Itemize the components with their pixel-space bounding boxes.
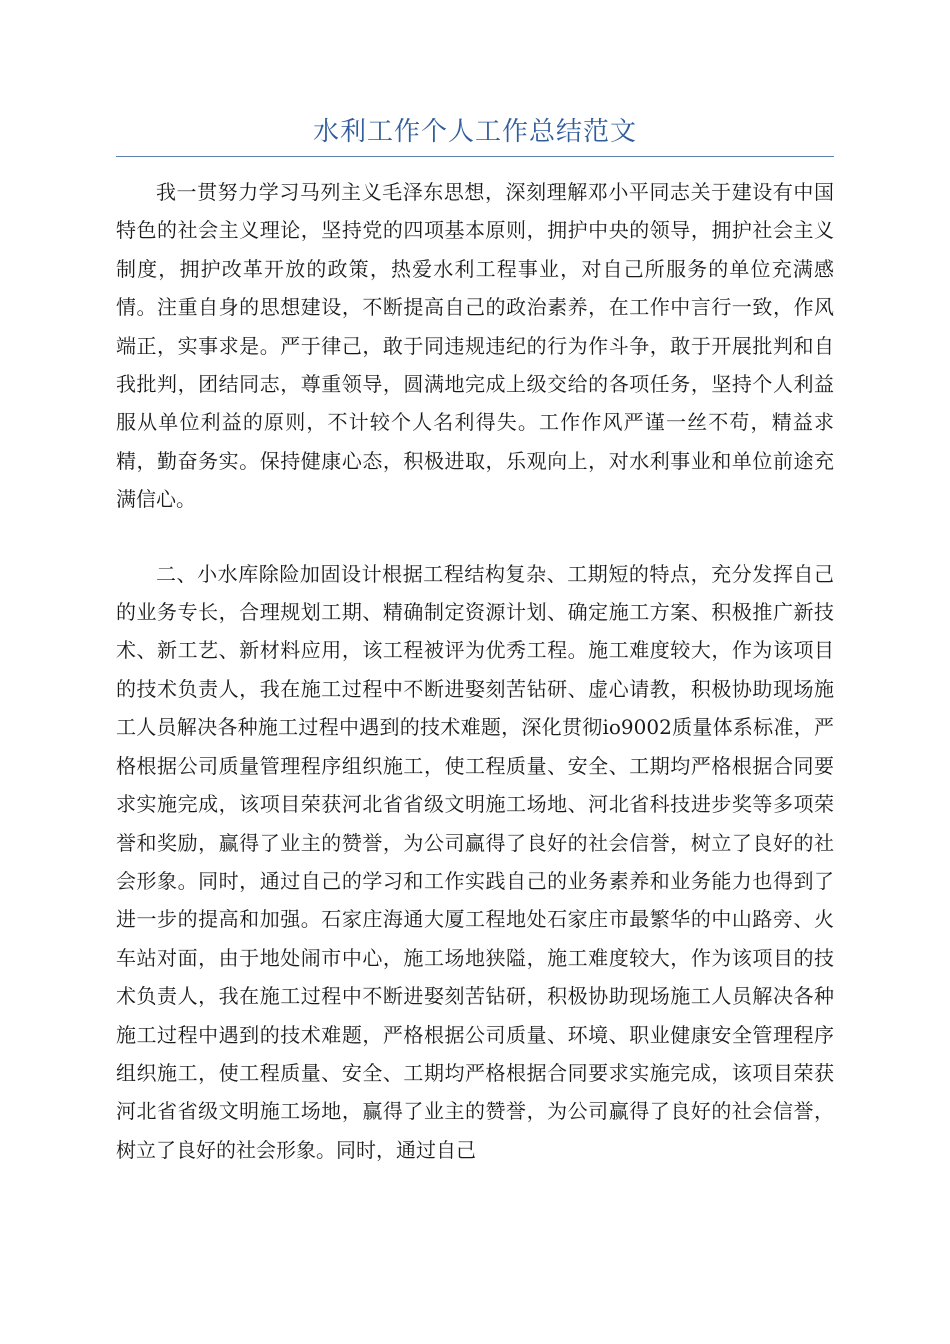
paragraph-1: 我一贯努力学习马列主义毛泽东思想，深刻理解邓小平同志关于建设有中国特色的社会主义理论，坚持党的四项基本原则，拥护中央的领导，拥护社会主义制度，拥护改革开放的政策，热爱水利工程事业，对自己所服务的单位充满感情。注重自身的思想建设，不断提高自己的政治素养，在工作中言行一致，作风端正，实事求是。严于律己，敢于同违规违纪的行为作斗争，敢于开展批判和自我批判，团结同志，尊重领导，圆满地完成上级交给的各项任务，坚持个人利益服从单位利益的原则，不计较个人名利得失。工作作风严谨一丝不苟，精益求精，勤奋务实。保持健康心态，积极进取，乐观向上，对水利事业和单位前途充满信心。 xyxy=(116,180,834,512)
page-title: 水利工作个人工作总结范文 xyxy=(312,117,637,147)
paragraph-2: 二、小水库除险加固设计根据工程结构复杂、工期短的特点，充分发挥自己的业务专长，合理规划工期、精确制定资源计划、确定施工方案、积极推广新技术、新工艺、新材料应用，该工程被评为优秀工程。施工难度较大，作为该项目的技术负责人，我在施工过程中不断进娶刻苦钻研、虚心请教，积极协助现场施工人员解决各种施工过程中遇到的技术难题，深化贯彻io9002质量体系标准，严格根据公司质量管理程序组织施工，使工程质量、安全、工期均严格根据合同要求实施完成，该项目荣获河北省省级文明施工场地、河北省科技进步奖等多项荣誉和奖励，赢得了业主的赞誉，为公司赢得了良好的社会信誉，树立了良好的社会形象。同时，通过自己的学习和工作实践自己的业务素养和业务能力也得到了进一步的提高和加强。石家庄海通大厦工程地处石家庄市最繁华的中山路旁、火车站对面，由于地处闹市中心，施工场地狭隘，施工难度较大，作为该项目的技术负责人，我在施工过程中不断进娶刻苦钻研，积极协助现场施工人员解决各种施工过程中遇到的技术难题，严格根据公司质量、环境、职业健康安全管理程序组织施工，使工程质量、安全、工期均严格根据合同要求实施完成，该项目荣获河北省省级文明施工场地，赢得了业主的赞誉，为公司赢得了良好的社会信誉，树立了良好的社会形象。同时，通过自己 xyxy=(116,561,834,1162)
document-body xyxy=(116,173,834,1169)
title-block xyxy=(116,114,834,157)
